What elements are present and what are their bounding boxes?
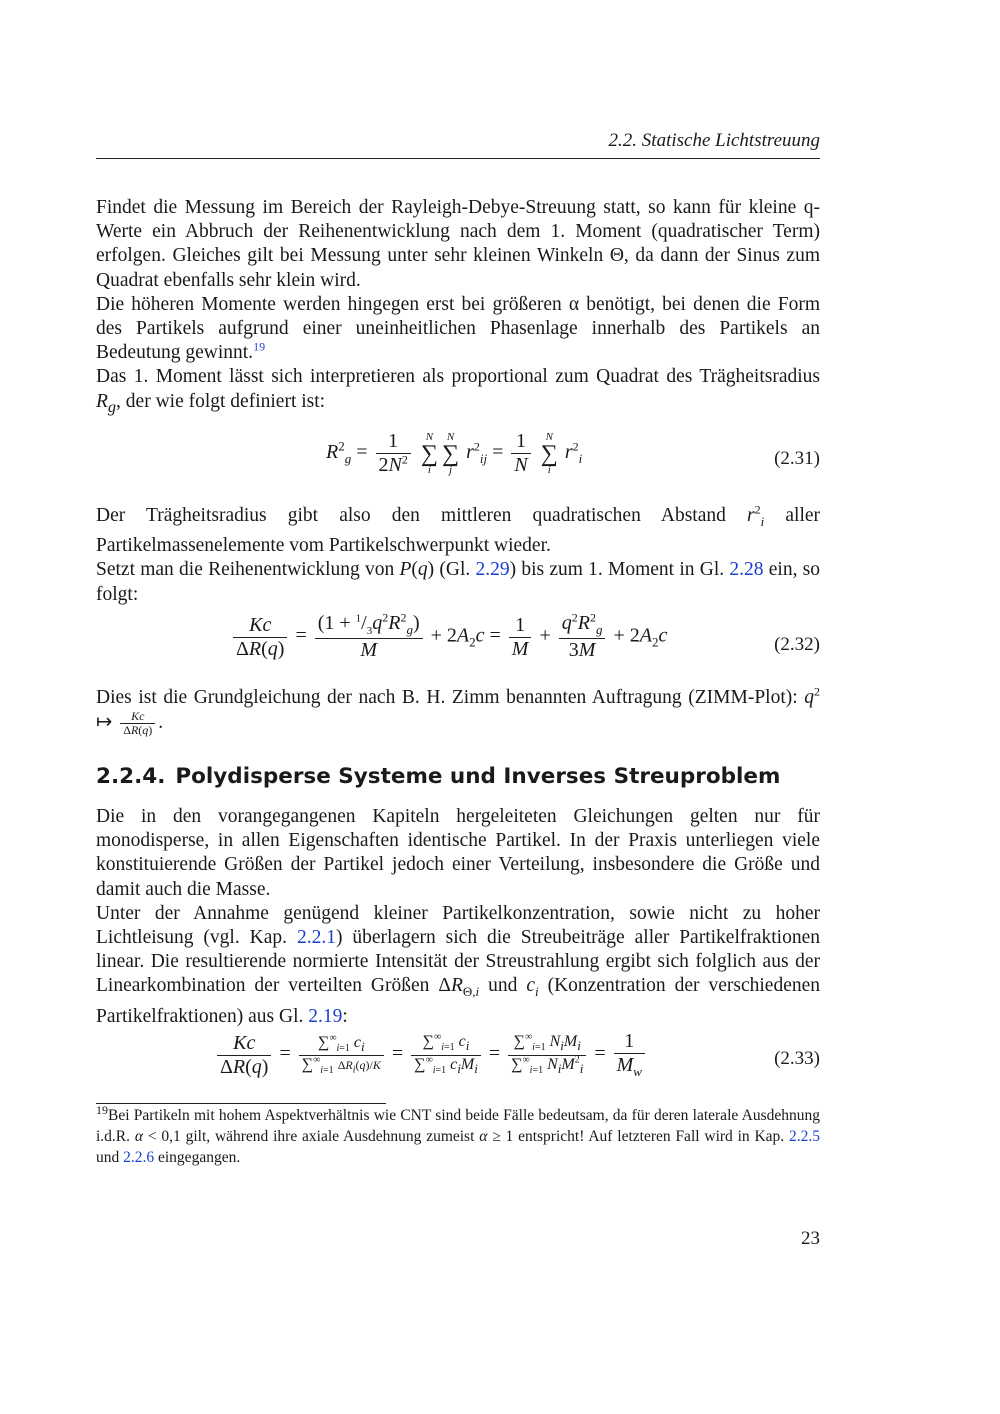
equation-number: (2.32) [774, 634, 820, 655]
footnote-rule [96, 1103, 386, 1104]
paragraph-series: Setzt man die Reihenentwicklung von P(q) (Gl. 2.29) bis zum 1. Moment in Gl. 2.28 ein, so folgt: [96, 559, 821, 605]
section-heading [96, 764, 780, 789]
running-header [96, 128, 820, 159]
paragraph-monodisperse: Die in den vorangegangenen Kapiteln hergeleiteten Gleichungen gelten nur für monodisperse, in allen Eigenschaften identische Partikel. In der Praxis unterliegen viele konstituierende Größen der Partikel jedoch einer Verteilung, insbesondere die Größe und damit auch die Masse. [96, 806, 820, 900]
eq-ref-2-28[interactable]: 2.28 [729, 559, 764, 581]
paragraph-linear-combination: Unter der Annahme genügend kleiner Partikelkonzentration, sowie nicht zu hoher Lichtleisung (vgl. Kap. 2.2.1) überlagern sich die Streubeiträge aller Partikelfraktionen linear. Die resultierende normierte Intensität der Streustrahlung ergibt sich folglich aus der Linearkombination der verteilten Größen $\Delta R_{\Theta,i}$ und $c_i$ (Konzentration der verschiedenen Partikelfraktionen) aus Gl. 2.19: [96, 902, 821, 1027]
footnote: $^{19}$Bei Partikeln mit hohem Aspektverhältnis wie CNT sind beide Fälle bedeutsam, da für deren laterale Ausdehnung i.d.R. α < 0,1 gilt, während ihre axiale Ausdehnung zumeist α ≥ 1 entspricht! Auf letzteren Fall wird in Kap. 2.2.5 und 2.2.6 eingegangen. [96, 1102, 821, 1166]
paragraph-polydisperse [96, 805, 820, 1029]
running-title: 2.2. Statische Lichtstreuung [608, 130, 820, 151]
paragraph-gyration: Der Trägheitsradius gibt also den mittleren quadratischen Abstand $r^2_i$ aller Partikelmassenelemente vom Partikelschwerpunkt wieder. [96, 502, 821, 557]
section-number: 2.2.4. [96, 764, 166, 789]
chapter-ref-2-2-6[interactable]: 2.2.6 [123, 1149, 155, 1166]
eq-ref-2-29[interactable]: 2.29 [475, 559, 510, 581]
paragraph-intro [96, 196, 820, 419]
paragraph-radius [96, 504, 820, 607]
equation-number: (2.31) [774, 448, 820, 469]
footnote-mark: 19 [96, 1102, 108, 1117]
equation-2-33: $\frac{Kc}{\Delta R(q)}$ = $\frac{\sum^\infty_{i=1} c_i}{\sum^\infty_{i=1} \Delta R_i(q)/K}$ = $\frac{\sum^\infty_{i=1} c_i}{\sum^\infty_{i=1} c_iM_i}$ = $\frac{\sum^\infty_{i=1} N_iM_i}{\sum^\infty_{i=1} N_iM^2_i}$ = $\frac{1}{M_w}$ (2.33) [96, 1030, 820, 1094]
paragraph-first-moment: Das 1. Moment lässt sich interpretieren als proportional zum Quadrat des Trägheitsradius $R_g$, der wie folgt definiert ist: [96, 366, 820, 416]
paragraph-rayleigh: Findet die Messung im Bereich der Rayleigh-Debye-Streuung statt, so kann für kleine q-Werte ein Abbruch der Reihenentwicklung nach dem 1. Moment (quadratischer Term) erfolgen. Gleiches gilt bei Messung unter sehr kleinen Winkeln Θ, da dann der Sinus zum Quadrat ebenfalls sehr klein wird. [96, 197, 820, 291]
section-title: Polydisperse Systeme und Inverses Streuproblem [175, 764, 781, 789]
footnote-ref[interactable]: 19 [253, 339, 266, 354]
paragraph-zimm: Dies ist die Grundgleichung der nach B. H. Zimm benannten Auftragung (ZIMM-Plot): $q^2$ ↦ $\frac{Kc}{\Delta R(q)}$ . [96, 684, 821, 738]
chapter-ref-2-2-1[interactable]: 2.2.1 [296, 927, 336, 949]
eq-ref-2-19[interactable]: 2.19 [308, 1005, 343, 1027]
equation-2-31: $R^2_g$ = $\frac{1}{2N^2}$ N ∑ iN ∑ j $r^2_{ij}$ = $\frac{1}{N}$ N ∑ i $r^2_i$ (2.31) [326, 430, 820, 476]
chapter-ref-2-2-5[interactable]: 2.2.5 [789, 1128, 821, 1145]
paragraph-higher-moments: Die höheren Momente werden hingegen erst bei größeren α benötigt, bei denen die Form des Partikels aufgrund einer uneinheitlichen Phasenlage innerhalb des Partikels an Bedeutung gewinnt.$^{19}$ [96, 293, 820, 364]
equation-2-32: $\frac{Kc}{\Delta R(q)}$ = $\frac{(1 + ^1/_3q^2R^2_g)}{M}$ + $2A_2c$ = $\frac{1}{M}$ + $\frac{q^2R^2_g}{3M}$ + $2A_2c$ (2.32) [96, 612, 820, 678]
equation-number: (2.33) [774, 1048, 820, 1069]
page-number: 23 [801, 1228, 820, 1249]
